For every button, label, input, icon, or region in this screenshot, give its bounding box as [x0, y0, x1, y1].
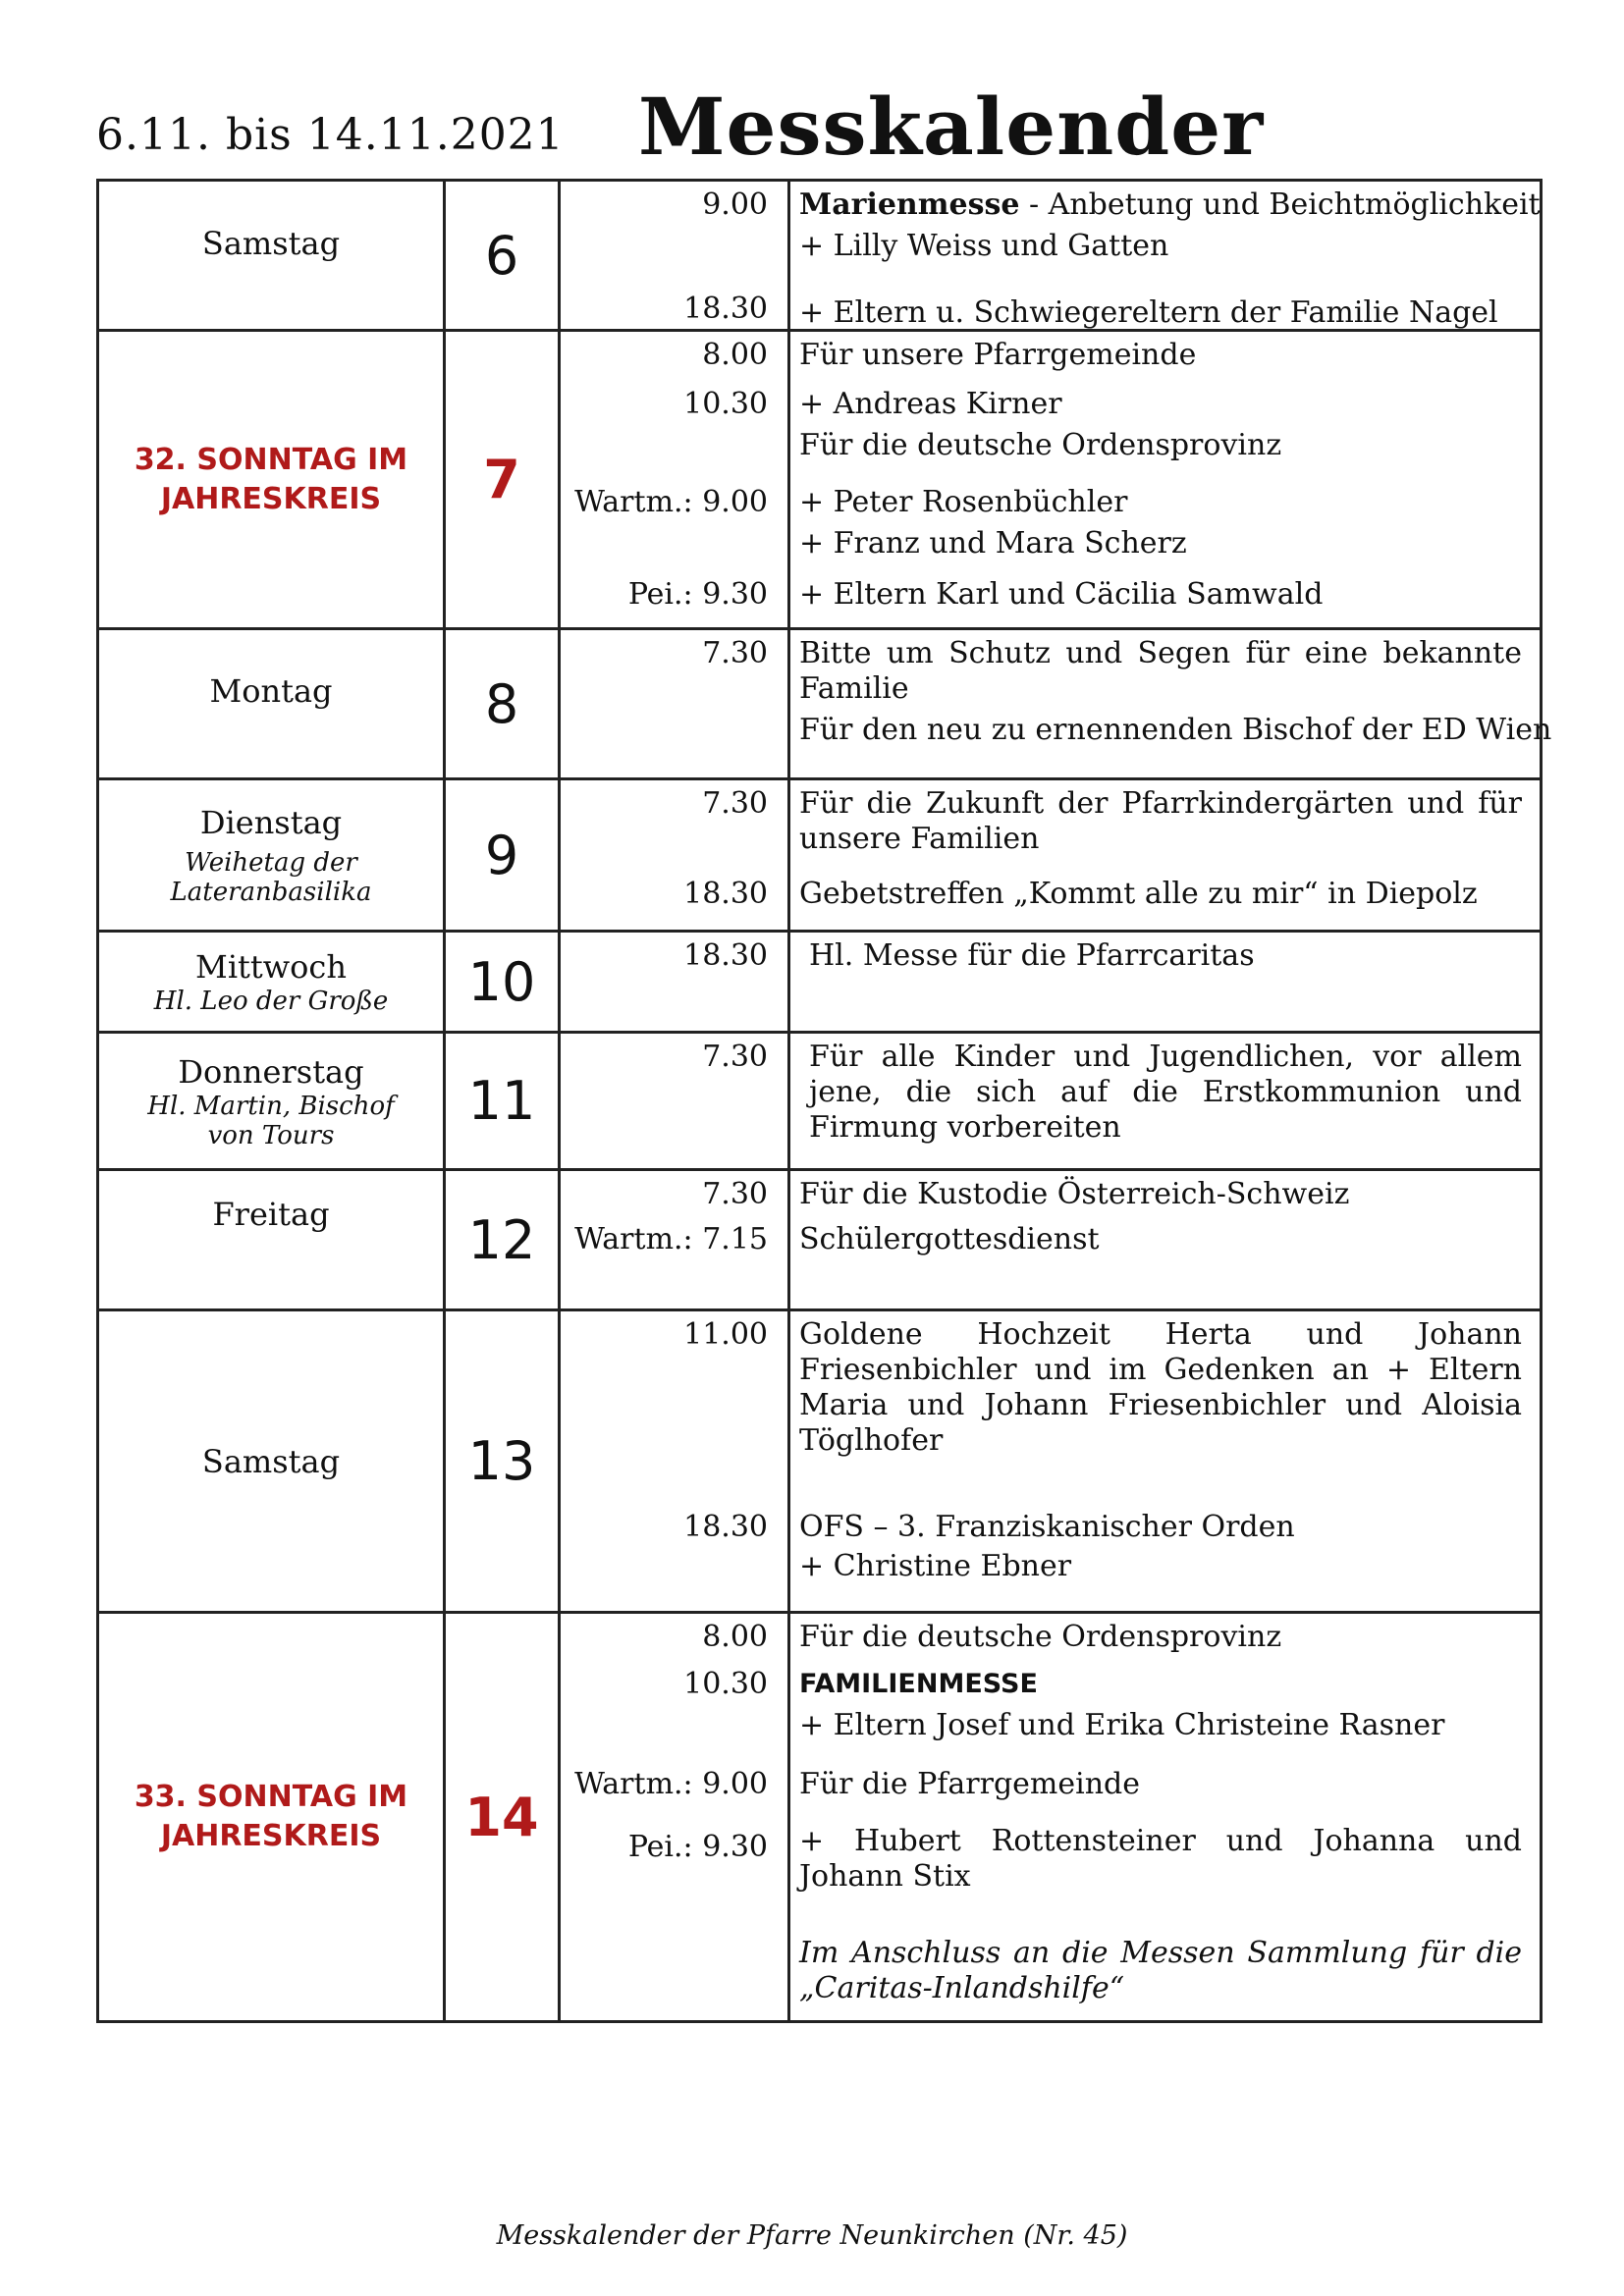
intention-cell	[789, 629, 1552, 779]
intention-line: + Eltern Josef und Erika Christeine Rasner	[799, 1708, 1445, 1742]
sunday-title-line: 33. SONNTAG IM	[134, 1780, 408, 1814]
intention-line: + Lilly Weiss und Gatten	[799, 229, 1169, 263]
intention-line: Für den neu zu ernennenden Bischof der ED Wien	[799, 713, 1552, 747]
time-cell	[560, 1033, 789, 1170]
page-footer: Messkalender der Pfarre Neunkirchen (Nr. 45)	[496, 2220, 1128, 2251]
day-cell	[98, 1613, 445, 2022]
day-row-14	[98, 1613, 1542, 2022]
mass-time: 7.30	[702, 786, 768, 821]
intention-line: Für unsere Pfarrgemeinde	[799, 338, 1197, 372]
day-name: Freitag	[212, 1196, 330, 1233]
day-cell	[98, 1310, 445, 1613]
mass-time: 18.30	[683, 938, 768, 973]
day-row-6	[98, 181, 1542, 331]
intention-line: Für die deutsche Ordensprovinz	[799, 428, 1282, 462]
day-number-cell	[445, 1310, 560, 1613]
day-number: 6	[484, 224, 519, 287]
day-number: 13	[467, 1430, 536, 1492]
day-row-12	[98, 1170, 1542, 1310]
mass-time: 7.30	[702, 636, 768, 670]
intention-line: Hl. Messe für die Pfarrcaritas	[809, 938, 1255, 973]
day-number: 14	[464, 1786, 539, 1848]
intention-line: Für die Pfarrgemeinde	[799, 1767, 1140, 1801]
day-name: Montag	[209, 672, 333, 710]
intention-cell	[789, 331, 1542, 629]
day-number-cell	[445, 1033, 560, 1170]
intention-cell	[789, 1170, 1542, 1310]
time-cell	[560, 779, 789, 932]
mass-time: 8.00	[702, 1620, 768, 1654]
day-number-cell	[445, 779, 560, 932]
mass-time: 10.30	[683, 1667, 768, 1701]
day-number: 11	[467, 1070, 536, 1132]
mass-time: 11.00	[683, 1317, 768, 1352]
intention-cell	[789, 779, 1542, 932]
day-row-7	[98, 331, 1542, 629]
feast-name: Hl. Martin, Bischof von Tours	[147, 1091, 395, 1150]
time-cell	[560, 181, 789, 331]
day-cell	[98, 1033, 445, 1170]
day-number-cell	[445, 1613, 560, 2022]
intention-cell	[789, 181, 1542, 331]
mass-time: 7.30	[702, 1177, 768, 1211]
day-cell	[98, 629, 445, 779]
day-number-cell	[445, 629, 560, 779]
intention-line: + Hubert Rottensteiner und Johanna und Johann Stix	[799, 1824, 1522, 1894]
day-cell	[98, 331, 445, 629]
mass-time: 18.30	[683, 292, 768, 326]
feast-name: Weihetag der Lateranbasilika	[170, 848, 372, 907]
intention-line: Gebetstreffen „Kommt alle zu mir“ in Diepolz	[799, 877, 1478, 911]
day-cell	[98, 181, 445, 331]
intention-line: + Andreas Kirner	[799, 387, 1062, 421]
time-cell	[560, 331, 789, 629]
intention-bold: Marienmesse	[799, 187, 1020, 222]
day-number: 10	[467, 950, 536, 1013]
intention-line: + Eltern Karl und Cäcilia Samwald	[799, 577, 1324, 612]
intention-line: Für die deutsche Ordensprovinz	[799, 1620, 1282, 1654]
date-range: 6.11. bis 14.11.2021	[96, 110, 565, 160]
day-number-cell	[445, 932, 560, 1033]
feast-name: Hl. Leo der Große	[153, 987, 389, 1016]
day-number-cell	[445, 181, 560, 331]
day-cell	[98, 779, 445, 932]
intention-text: - Anbetung und Beichtmöglichkeit	[1019, 187, 1541, 222]
mass-time: 10.30	[683, 387, 768, 421]
sunday-title-line: JAHRESKREIS	[160, 1819, 382, 1853]
day-cell	[98, 932, 445, 1033]
intention-cell	[789, 1033, 1542, 1170]
mass-time: Wartm.: 9.00	[574, 485, 768, 519]
intention-line	[799, 187, 1541, 223]
mass-time: Pei.: 9.30	[627, 1830, 768, 1864]
day-row-13	[98, 1310, 1542, 1613]
mass-time: 18.30	[683, 1510, 768, 1544]
intention-cell	[789, 1613, 1542, 2022]
day-number: 12	[467, 1208, 536, 1271]
mass-time: Wartm.: 9.00	[574, 1767, 768, 1801]
day-number: 9	[484, 824, 519, 886]
mass-time: Wartm.: 7.15	[574, 1222, 768, 1256]
time-cell	[560, 1613, 789, 2022]
intention-cell	[789, 1310, 1542, 1613]
time-cell	[560, 1310, 789, 1613]
intention-line: Schülergottesdienst	[799, 1222, 1100, 1256]
mass-time: Pei.: 9.30	[627, 577, 768, 612]
mass-time: 8.00	[702, 338, 768, 372]
intention-line: Bitte um Schutz und Segen für eine bekannte Familie	[799, 636, 1522, 706]
day-cell	[98, 1170, 445, 1310]
mass-time: 9.00	[702, 187, 768, 222]
day-row-10	[98, 932, 1542, 1033]
intention-line: FAMILIENMESSE	[799, 1669, 1038, 1699]
intention-line: Für die Kustodie Österreich-Schweiz	[799, 1177, 1350, 1211]
day-name: Dienstag	[199, 804, 343, 841]
time-cell	[560, 629, 789, 779]
intention-line: Für alle Kinder und Jugendlichen, vor allem jene, die sich auf die Erstkommunion und Firmung vorbereiten	[809, 1040, 1522, 1145]
sunday-title-line: JAHRESKREIS	[160, 481, 382, 516]
page-title: Messkalender	[638, 80, 1265, 173]
mass-calendar-table	[96, 179, 1552, 2023]
mass-time: 7.30	[702, 1040, 768, 1074]
day-number-cell	[445, 331, 560, 629]
intention-cell	[789, 932, 1542, 1033]
intention-line: Goldene Hochzeit Herta und Johann Friesenbichler und im Gedenken an + Eltern Maria und Johann Friesenbichler und Aloisia Töglhofer	[799, 1317, 1522, 1458]
day-row-8	[98, 629, 1542, 779]
mass-time: 18.30	[683, 877, 768, 911]
sunday-title-line: 32. SONNTAG IM	[134, 442, 408, 477]
time-cell	[560, 1170, 789, 1310]
day-number-cell	[445, 1170, 560, 1310]
intention-line: + Peter Rosenbüchler	[799, 485, 1128, 519]
day-row-11	[98, 1033, 1542, 1170]
day-name: Mittwoch	[195, 948, 347, 986]
intention-line: OFS – 3. Franziskanischer Orden	[799, 1510, 1295, 1544]
day-name: Samstag	[201, 1442, 341, 1480]
intention-line: + Christine Ebner	[799, 1549, 1072, 1583]
intention-line: + Eltern u. Schwiegereltern der Familie Nagel	[799, 295, 1498, 330]
day-row-9	[98, 779, 1542, 932]
day-name: Donnerstag	[178, 1052, 364, 1091]
day-number: 8	[484, 672, 519, 735]
time-cell	[560, 932, 789, 1033]
intention-note: Im Anschluss an die Messen Sammlung für die „Caritas-Inlandshilfe“	[799, 1936, 1522, 2005]
day-name: Samstag	[201, 225, 341, 262]
day-number: 7	[483, 449, 520, 510]
intention-line: + Franz und Mara Scherz	[799, 526, 1187, 561]
intention-line: Für die Zukunft der Pfarrkindergärten und für unsere Familien	[799, 786, 1522, 856]
